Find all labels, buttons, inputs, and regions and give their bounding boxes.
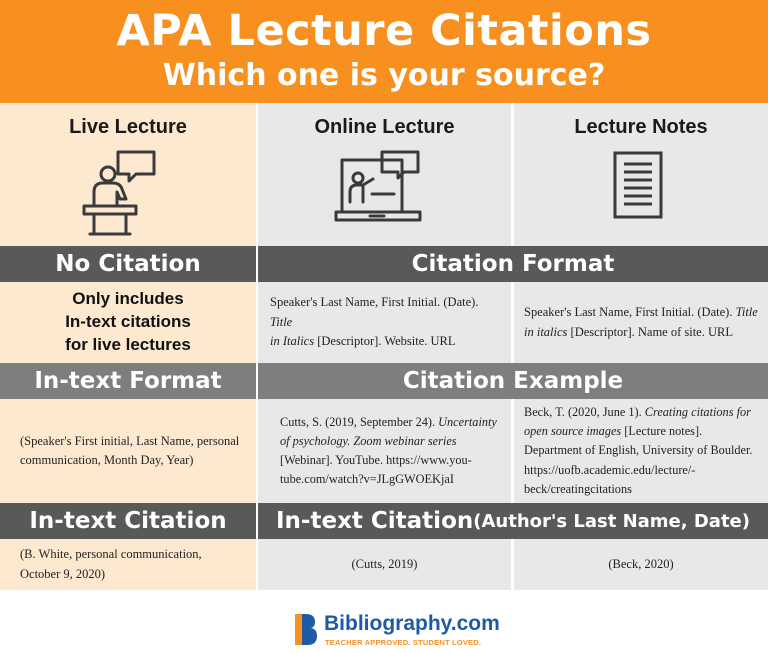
intext-format-bar: In-text Format: [0, 363, 256, 399]
no-citation-line: In-text citations: [65, 312, 191, 332]
lecturer-podium-icon: [80, 148, 160, 236]
bibliography-b-logo-icon: [292, 612, 320, 646]
lecture-notes-heading: Lecture Notes: [574, 116, 708, 138]
citation-format-bar: Citation Format: [258, 246, 768, 282]
intext-citation-author-bar: In-text Citation (Author's Last Name, Date): [258, 503, 768, 539]
online-format-cell: Speaker's Last Name, First Initial. (Date). Title in Italics [Descriptor]. Website. URL: [258, 282, 511, 363]
brand-tagline: TEACHER APPROVED. STUDENT LOVED.: [325, 638, 482, 647]
page-subtitle: Which one is your source?: [162, 58, 606, 93]
online-citation-cell: (Cutts, 2019): [258, 539, 511, 590]
online-example-cell: Cutts, S. (2019, September 24). Uncertainty of psychology. Zoom webinar series [Webinar]. YouTube. https://www.you-tube.com/watch?v=JLgGWOEKjaI: [258, 399, 511, 503]
header-banner: [0, 0, 768, 103]
citation-example-bar: Citation Example: [258, 363, 768, 399]
notes-example-cell: Beck, T. (2020, June 1). Creating citations for open source images [Lecture notes]. Department of English, University of Boulder. https://uofb.academic.edu/lecture/-beck/creatingcitations: [514, 399, 768, 503]
page-title: APA Lecture Citations: [116, 6, 652, 56]
no-citation-cell: [0, 282, 256, 363]
live-lecture-heading: Live Lecture: [69, 116, 187, 138]
live-citation-cell: (B. White, personal communication, October 9, 2020): [0, 539, 256, 590]
online-lecture-heading: Online Lecture: [314, 116, 455, 138]
no-citation-line: Only includes: [72, 289, 184, 309]
notes-citation-cell: (Beck, 2020): [514, 539, 768, 590]
notes-format-cell: Speaker's Last Name, First Initial. (Date). Title in italics [Descriptor]. Name of site. URL: [514, 282, 768, 363]
intext-citation-bar: In-text Citation: [0, 503, 256, 539]
no-citation-line: for live lectures: [65, 334, 191, 354]
document-icon: [612, 150, 664, 220]
no-citation-bar: No Citation: [0, 246, 256, 282]
brand-name[interactable]: Bibliography.com: [324, 612, 500, 635]
laptop-presentation-icon: [334, 150, 424, 226]
intext-format-cell: (Speaker's First initial, Last Name, personal communication, Month Day, Year): [0, 399, 256, 503]
